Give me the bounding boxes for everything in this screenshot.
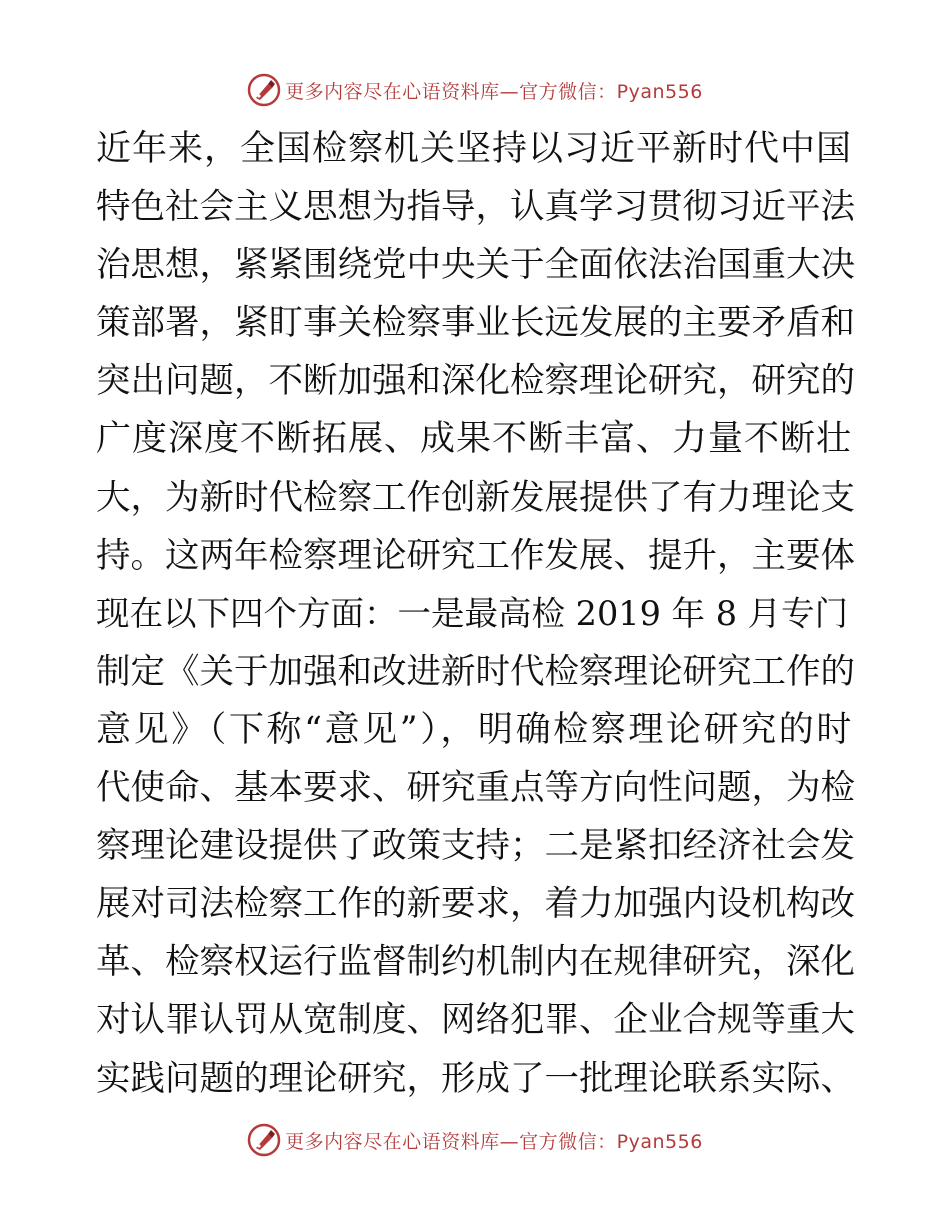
text-line: 突出问题，不断加强和深化检察理论研究，研究的 bbox=[96, 361, 855, 402]
footer-banner-text bbox=[285, 1127, 703, 1154]
text-line: 大，为新时代检察工作创新发展提供了有力理论支 bbox=[96, 477, 855, 518]
text-line: 代使命、基本要求、研究重点等方向性问题，为检 bbox=[96, 768, 855, 809]
text-line: 对认罪认罚从宽制度、网络犯罪、企业合规等重大 bbox=[96, 1000, 855, 1041]
wechat-id: 官方微信：Pyan556 bbox=[519, 1130, 703, 1153]
footer-banner bbox=[0, 1120, 950, 1160]
text-line: 察理论建设提供了政策支持；二是紧扣经济社会发 bbox=[96, 826, 855, 867]
text-line: 展对司法检察工作的新要求，着力加强内设机构改 bbox=[96, 884, 855, 925]
header-banner bbox=[0, 70, 950, 110]
text-line: 制定《关于加强和改进新时代检察理论研究工作的 bbox=[96, 651, 855, 692]
text-line: 革、检察权运行监督制约机制内在规律研究，深化 bbox=[96, 942, 855, 983]
text-line: 近年来，全国检察机关坚持以习近平新时代中国 bbox=[96, 129, 853, 169]
text-line: 广度深度不断拓展、成果不断丰富、力量不断壮 bbox=[96, 419, 853, 460]
text-line: 实践问题的理论研究，形成了一批理论联系实际、 bbox=[96, 1058, 855, 1099]
banner-separator: — bbox=[499, 80, 520, 103]
text-line: 策部署，紧盯事关检察事业长远发展的主要矛盾和 bbox=[96, 303, 855, 344]
article-body bbox=[96, 120, 856, 1108]
text-line: 意见》（下称“意见”），明确检察理论研究的时 bbox=[96, 709, 854, 750]
text-line: 持。这两年检察理论研究工作发展、提升，主要体 bbox=[96, 535, 855, 576]
site-name: 更多内容尽在心语资料库 bbox=[285, 80, 500, 103]
text-line: 特色社会主义思想为指导，认真学习贯彻习近平法 bbox=[96, 187, 855, 228]
pen-nib-logo-icon bbox=[247, 73, 281, 107]
wechat-id: 官方微信：Pyan556 bbox=[519, 80, 703, 103]
text-line: 现在以下四个方面：一是最高检 2019 年 8 月专门 bbox=[96, 593, 849, 633]
text-line: 治思想，紧紧围绕党中央关于全面依法治国重大决 bbox=[96, 245, 855, 286]
banner-separator: — bbox=[499, 1130, 520, 1153]
header-banner-text bbox=[285, 77, 703, 104]
pen-nib-logo-icon bbox=[247, 1123, 281, 1157]
site-name: 更多内容尽在心语资料库 bbox=[285, 1130, 500, 1153]
